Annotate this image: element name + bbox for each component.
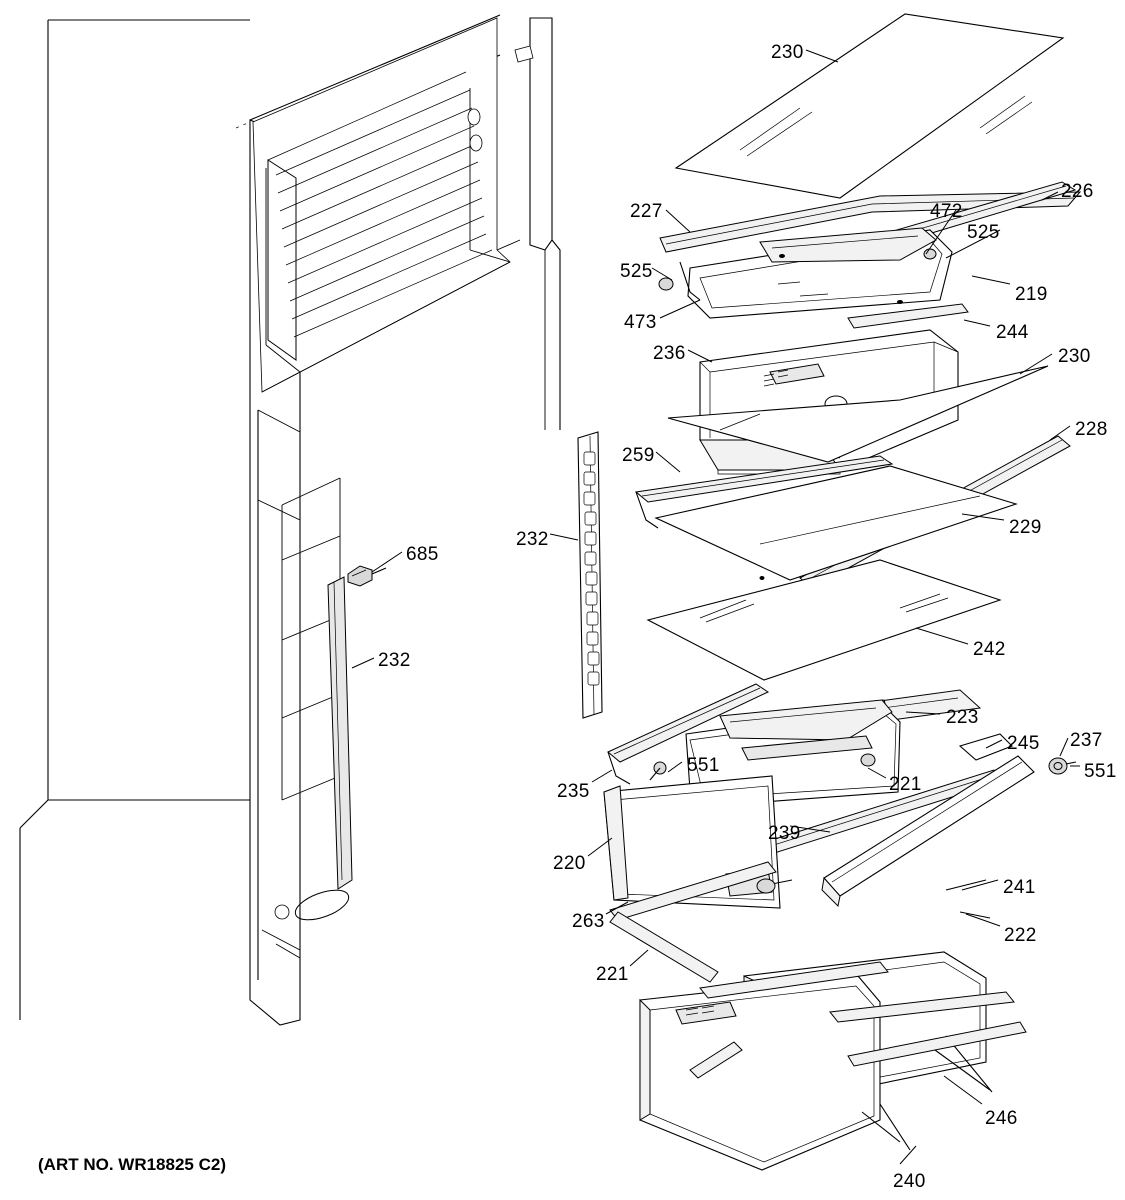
callout-263: 263 <box>572 911 605 932</box>
part-232-ladder-rail <box>578 432 602 718</box>
callout-551-a: 551 <box>687 755 720 776</box>
callout-223: 223 <box>946 707 979 728</box>
callout-226: 226 <box>1061 181 1094 202</box>
callout-525-b: 525 <box>620 261 653 282</box>
cabinet-assembly <box>20 15 560 1025</box>
callout-472: 472 <box>930 201 963 222</box>
callout-240: 240 <box>893 1171 926 1192</box>
part-232-left-rail <box>328 577 352 889</box>
callout-228: 228 <box>1075 419 1108 440</box>
callout-245: 245 <box>1007 733 1040 754</box>
part-244-rail <box>848 304 968 328</box>
callout-221-b: 221 <box>596 964 629 985</box>
callout-259: 259 <box>622 445 655 466</box>
callout-236: 236 <box>653 343 686 364</box>
callout-219: 219 <box>1015 284 1048 305</box>
callout-525-a: 525 <box>967 222 1000 243</box>
callout-242: 242 <box>973 639 1006 660</box>
callout-235: 235 <box>557 781 590 802</box>
callout-551-b: 551 <box>1084 761 1117 782</box>
callout-222: 222 <box>1004 925 1037 946</box>
callout-239: 239 <box>768 823 801 844</box>
callout-230-mid: 230 <box>1058 346 1091 367</box>
callout-237: 237 <box>1070 730 1103 751</box>
art-number-label: (ART NO. WR18825 C2) <box>38 1155 226 1174</box>
callout-232-left: 232 <box>516 529 549 550</box>
callout-473: 473 <box>624 312 657 333</box>
callout-221-a: 221 <box>889 774 922 795</box>
callout-244: 244 <box>996 322 1029 343</box>
callout-232-mid: 232 <box>378 650 411 671</box>
part-242-glass-shelf <box>648 560 1000 680</box>
callout-220: 220 <box>553 853 586 874</box>
part-685-screw <box>348 566 386 586</box>
callout-229: 229 <box>1009 517 1042 538</box>
part-230-glass-shelf-top <box>676 14 1063 198</box>
callout-241: 241 <box>1003 877 1036 898</box>
callout-227: 227 <box>630 201 663 222</box>
callout-230-top: 230 <box>771 42 804 63</box>
callout-246: 246 <box>985 1108 1018 1129</box>
callout-685: 685 <box>406 544 439 565</box>
